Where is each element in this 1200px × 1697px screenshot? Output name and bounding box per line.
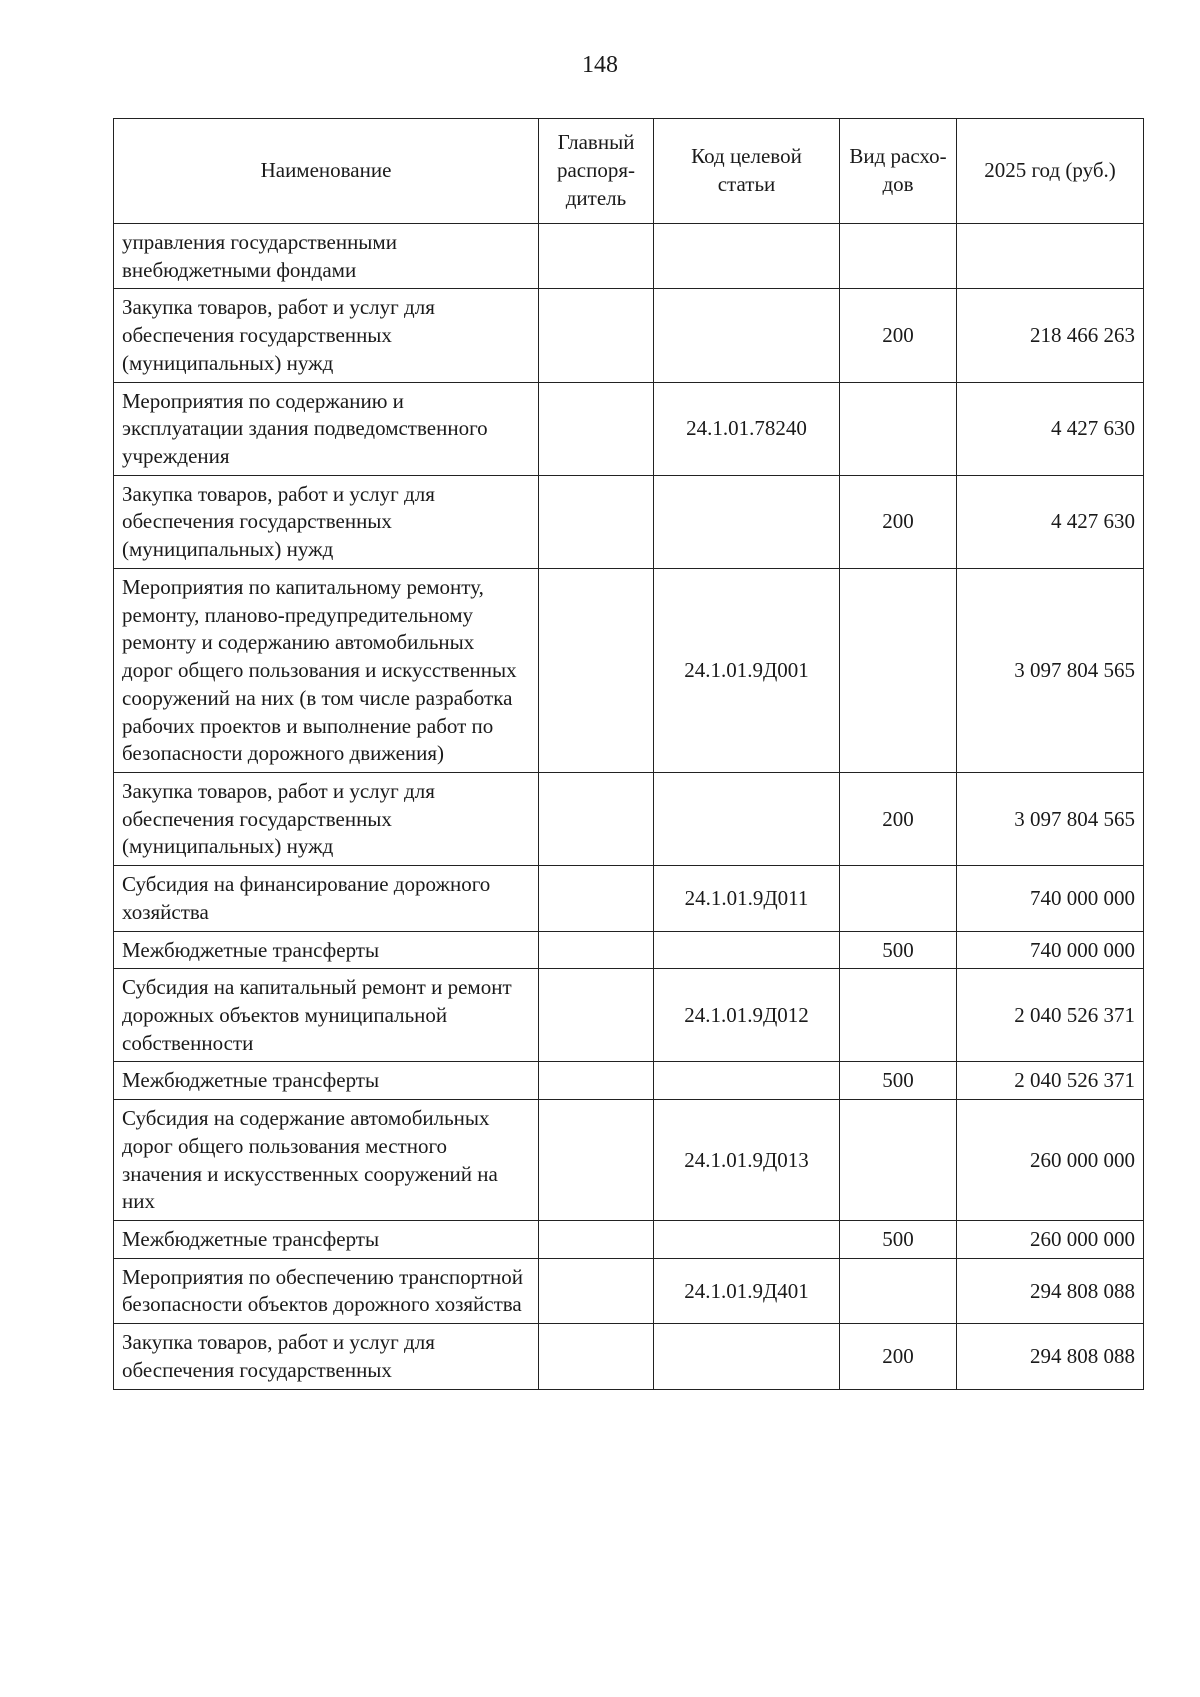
table-row	[114, 1258, 1144, 1323]
header-name: Наименование	[114, 119, 539, 224]
cell-name: Мероприятия по содержанию и эксплуатации здания подведомственного учреждения	[114, 382, 539, 475]
cell-code: 24.1.01.9Д011	[654, 866, 840, 931]
cell-admin	[539, 382, 654, 475]
cell-name: Закупка товаров, работ и услуг для обеспечения государственных (муниципальных) нужд	[114, 772, 539, 865]
table-row	[114, 1324, 1144, 1389]
cell-kind: 200	[840, 289, 957, 382]
cell-admin	[539, 1221, 654, 1259]
cell-amount: 740 000 000	[957, 931, 1144, 969]
cell-kind	[840, 866, 957, 931]
cell-admin	[539, 568, 654, 772]
cell-amount: 2 040 526 371	[957, 969, 1144, 1062]
cell-amount: 3 097 804 565	[957, 772, 1144, 865]
cell-name: Субсидия на финансирование дорожного хозяйства	[114, 866, 539, 931]
cell-admin	[539, 224, 654, 289]
cell-admin	[539, 931, 654, 969]
cell-amount: 740 000 000	[957, 866, 1144, 931]
cell-admin	[539, 289, 654, 382]
cell-name: Закупка товаров, работ и услуг для обеспечения государственных (муниципальных) нужд	[114, 475, 539, 568]
table-row	[114, 475, 1144, 568]
cell-admin	[539, 866, 654, 931]
cell-admin	[539, 475, 654, 568]
cell-code	[654, 289, 840, 382]
cell-amount: 260 000 000	[957, 1221, 1144, 1259]
cell-kind	[840, 382, 957, 475]
cell-name: Мероприятия по капитальному ремонту, ремонту, планово-предупредительному ремонту и содержанию автомобильных дорог общего пользования и искусственных сооружений на них (в том числе разработка рабочих проектов и выполнение работ по безопасности дорожного движения)	[114, 568, 539, 772]
cell-kind: 200	[840, 1324, 957, 1389]
budget-table	[113, 118, 1144, 1390]
cell-amount: 294 808 088	[957, 1258, 1144, 1323]
table-row	[114, 866, 1144, 931]
cell-amount: 3 097 804 565	[957, 568, 1144, 772]
cell-code: 24.1.01.9Д013	[654, 1100, 840, 1221]
cell-kind: 500	[840, 931, 957, 969]
header-admin: Главный распоря-дитель	[539, 119, 654, 224]
cell-kind: 500	[840, 1062, 957, 1100]
cell-name: Межбюджетные трансферты	[114, 931, 539, 969]
table-row	[114, 568, 1144, 772]
table-row	[114, 1062, 1144, 1100]
cell-admin	[539, 1100, 654, 1221]
cell-kind	[840, 1100, 957, 1221]
cell-amount: 2 040 526 371	[957, 1062, 1144, 1100]
cell-code	[654, 772, 840, 865]
cell-code: 24.1.01.9Д001	[654, 568, 840, 772]
cell-kind: 500	[840, 1221, 957, 1259]
table-body	[114, 224, 1144, 1390]
cell-name: Межбюджетные трансферты	[114, 1221, 539, 1259]
cell-code	[654, 1221, 840, 1259]
header-kind: Вид расхо-дов	[840, 119, 957, 224]
cell-name: Субсидия на содержание автомобильных дорог общего пользования местного значения и искусственных сооружений на них	[114, 1100, 539, 1221]
table-row	[114, 1221, 1144, 1259]
cell-kind	[840, 224, 957, 289]
cell-name: Межбюджетные трансферты	[114, 1062, 539, 1100]
cell-kind	[840, 969, 957, 1062]
cell-kind: 200	[840, 475, 957, 568]
table-row	[114, 772, 1144, 865]
header-amount: 2025 год (руб.)	[957, 119, 1144, 224]
table-row	[114, 382, 1144, 475]
cell-code	[654, 931, 840, 969]
cell-amount: 294 808 088	[957, 1324, 1144, 1389]
cell-code	[654, 224, 840, 289]
cell-name: Закупка товаров, работ и услуг для обеспечения государственных (муниципальных) нужд	[114, 289, 539, 382]
table-row	[114, 969, 1144, 1062]
cell-amount: 218 466 263	[957, 289, 1144, 382]
cell-kind	[840, 1258, 957, 1323]
cell-admin	[539, 1258, 654, 1323]
table-row	[114, 1100, 1144, 1221]
cell-name: Мероприятия по обеспечению транспортной безопасности объектов дорожного хозяйства	[114, 1258, 539, 1323]
cell-name: Субсидия на капитальный ремонт и ремонт дорожных объектов муниципальной собственности	[114, 969, 539, 1062]
cell-kind	[840, 568, 957, 772]
cell-admin	[539, 1062, 654, 1100]
cell-amount: 4 427 630	[957, 382, 1144, 475]
cell-name: управления государственными внебюджетными фондами	[114, 224, 539, 289]
cell-code: 24.1.01.9Д401	[654, 1258, 840, 1323]
header-code: Код целевой статьи	[654, 119, 840, 224]
cell-code: 24.1.01.9Д012	[654, 969, 840, 1062]
cell-admin	[539, 969, 654, 1062]
table-row	[114, 224, 1144, 289]
cell-amount	[957, 224, 1144, 289]
cell-amount: 4 427 630	[957, 475, 1144, 568]
cell-kind: 200	[840, 772, 957, 865]
cell-code: 24.1.01.78240	[654, 382, 840, 475]
cell-admin	[539, 772, 654, 865]
page-number: 148	[582, 52, 618, 78]
table-row	[114, 931, 1144, 969]
table-row	[114, 289, 1144, 382]
cell-admin	[539, 1324, 654, 1389]
cell-amount: 260 000 000	[957, 1100, 1144, 1221]
table-header-row	[114, 119, 1144, 224]
cell-code	[654, 1062, 840, 1100]
cell-code	[654, 1324, 840, 1389]
cell-name: Закупка товаров, работ и услуг для обеспечения государственных	[114, 1324, 539, 1389]
cell-code	[654, 475, 840, 568]
